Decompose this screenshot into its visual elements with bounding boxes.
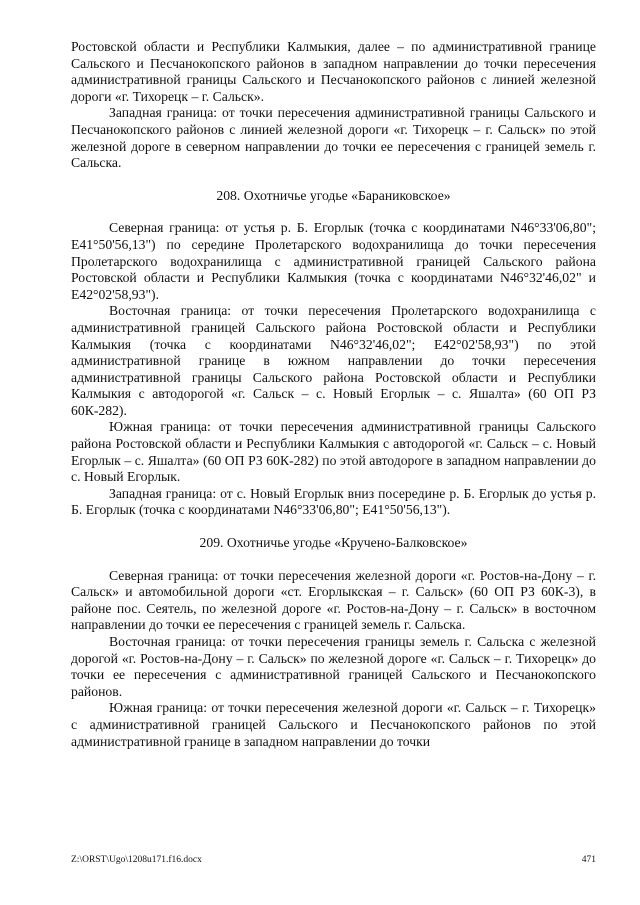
section-208-west-border: Западная граница: от с. Новый Егорлык вниз посередине р. Б. Егорлык до устья р. Б. Егорлык (точка с координатами N46°33'06,80"; E41°50'56,13"). bbox=[71, 485, 596, 518]
section-209-south-border: Южная граница: от точки пересечения железной дороги «г. Сальск – г. Тихорецк» с административной границей Сальского и Песчанокопского районов по этой административной границе в западном направлении до точки bbox=[71, 700, 596, 749]
section-208-south-border: Южная граница: от точки пересечения административной границы Сальского района Ростовской области и Республики Калмыкия с автодорогой «г. Сальск – с. Новый Егорлык – с. Яшалта» (60 ОП РЗ 60К-282) по этой автодороге в западном направлении до с. Новый Егорлык. bbox=[71, 419, 596, 485]
section-208-east-border: Восточная граница: от точки пересечения Пролетарского водохранилища с административной границей Сальского района Ростовской области и Республики Калмыкия (точка с координатами N46°32'46,02"; E42°02'58,93") по этой административной границе в южном направлении до точки пересечения административной границы Сальского района Ростовской области и Республики Калмыкия с автодорогой «г. Сальск – с. Новый Егорлык – с. Яшалта» (60 ОП РЗ 60К-282). bbox=[71, 303, 596, 418]
footer-file-path: Z:\ORST\Ugo\1208u171.f16.docx bbox=[71, 855, 202, 865]
intro-paragraph-1: Ростовской области и Республики Калмыкия, далее – по административной границе Сальского и Песчанокопского районов в западном направлении до точки пересечения административной границы Сальского и Песчанокопского районов с линией железной дороги «г. Тихорецк – г. Сальск». bbox=[71, 39, 596, 104]
section-208-heading: 208. Охотничье угодье «Бараниковское» bbox=[216, 187, 451, 203]
section-209-heading: 209. Охотничье угодье «Кручено-Балковское» bbox=[199, 535, 468, 551]
page-body bbox=[71, 39, 596, 750]
section-209-east-border: Восточная граница: от точки пересечения границы земель г. Сальска с железной дорогой «г. Ростов-на-Дону – г. Сальск» по железной дороге «г. Сальск – г. Тихорецк» до точки ее пересечения с административной границей Сальского и Песчанокопского районов. bbox=[71, 634, 596, 699]
section-208-north-border: Северная граница: от устья р. Б. Егорлык (точка с координатами N46°33'06,80"; E41°50'56,13") по середине Пролетарского водохранилища до точки пересечения Пролетарского водохранилища с административной границей Сальского района Ростовской области и Республики Калмыкия (точка с координатами N46°32'46,02" и E42°02'58,93"). bbox=[71, 220, 596, 302]
section-209-north-border: Северная граница: от точки пересечения железной дороги «г. Ростов-на-Дону – г. Сальск» и автомобильной дороги «ст. Егорлыкская – г. Сальск» (60 ОП РЗ 60К-3), в районе пос. Сеятель, по железной дороге «г. Ростов-на-Дону – г. Сальск» в восточном направлении до точки ее пересечения с границей земель г. Сальска. bbox=[71, 567, 596, 633]
intro-paragraph-2: Западная граница: от точки пересечения административной границы Сальского и Песчанокопского районов с линией железной дороги «г. Тихорецк – г. Сальск» по этой железной дороге в северном направлении до точки ее пересечения с границей земель г. Сальска. bbox=[71, 105, 596, 171]
page-number: 471 bbox=[581, 855, 596, 865]
